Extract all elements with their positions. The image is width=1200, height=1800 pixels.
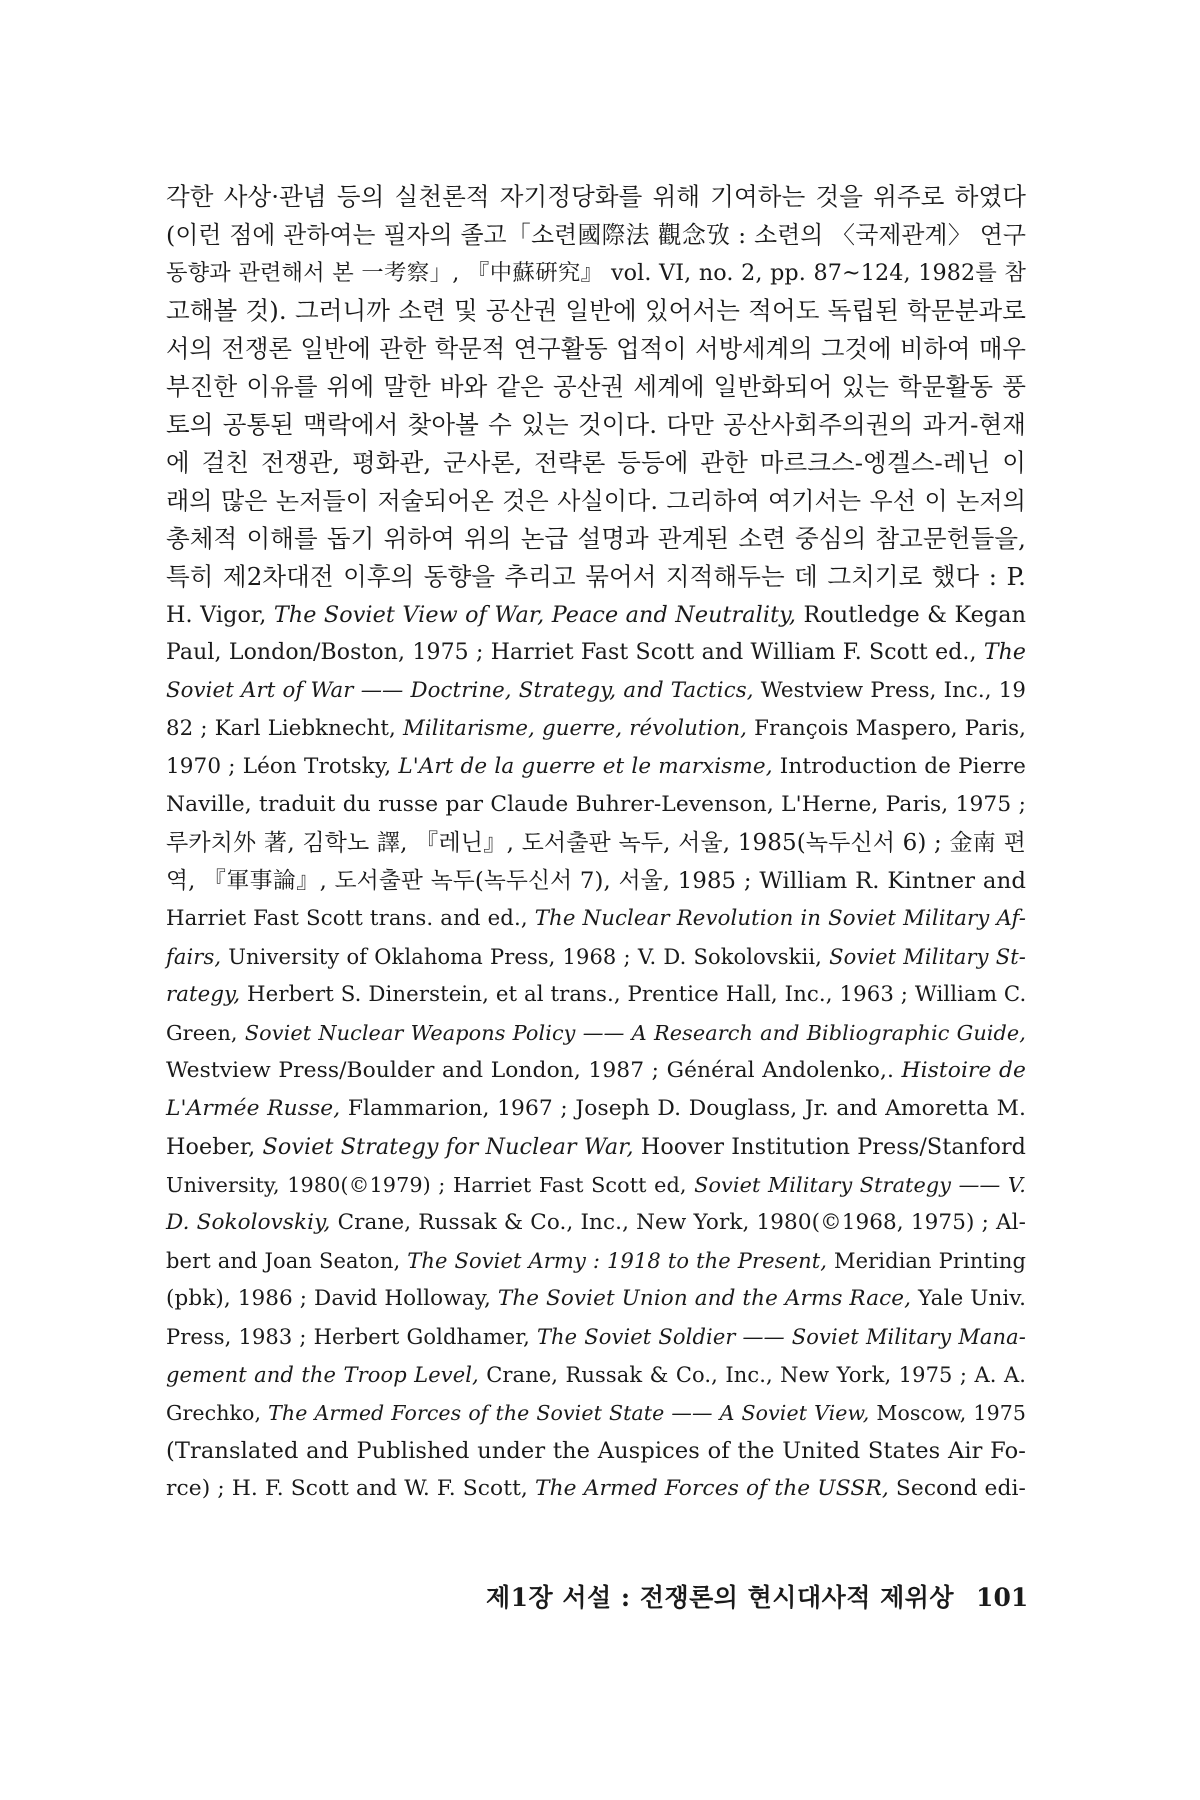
text-segment: Second edi- — [888, 1476, 1027, 1501]
running-footer — [486, 1578, 1028, 1614]
text-segment: Westview Press, Inc., 19 — [753, 678, 1027, 703]
text-segment: 1970 ; Léon Trotsky, — [166, 754, 399, 779]
text-segment: Westview Press/Boulder and London, 1987 ; Général Andolenko,. — [166, 1058, 902, 1083]
text-segment: 루카치外 著, 김학노 譯, 『레닌』, 도서출판 녹두, 서울, 1985(녹두신서 6) ; 金南 편 — [166, 830, 1026, 856]
text-segment: 각한 사상·관념 등의 실천론적 자기정당화를 위해 기여하는 것을 위주로 하였다 — [166, 182, 1026, 211]
text-segment: 고해볼 것). 그러니까 소련 및 공산권 일반에 있어서는 적어도 독립된 학문분과로 — [166, 296, 1026, 325]
text-segment: Crane, Russak & Co., Inc., New York, 1980(©1968, 1975) ; Al- — [330, 1210, 1026, 1235]
text-segment: University of Oklahoma Press, 1968 ; V. D. Sokolovskii, — [221, 945, 830, 969]
text-line — [166, 1470, 1026, 1508]
text-line — [166, 938, 1026, 976]
text-line — [166, 1204, 1026, 1242]
text-segment: Introduction de Pierre — [772, 754, 1027, 779]
text-segment: Paul, London/Boston, 1975 ; Harriet Fast Scott and William F. Scott ed., — [166, 640, 984, 665]
text-line — [166, 976, 1026, 1014]
text-line — [166, 1128, 1026, 1166]
text-segment: 토의 공통된 맥락에서 찾아볼 수 있는 것이다. 다만 공산사회주의권의 과거-현재 — [166, 410, 1026, 439]
italic-title-segment: The Soviet Union and the Arms Race, — [497, 1286, 912, 1311]
text-segment: François Maspero, Paris, — [747, 716, 1026, 741]
text-line — [166, 406, 1026, 444]
text-segment: bert and Joan Seaton, — [166, 1249, 408, 1273]
text-segment: 역, 『軍事論』, 도서출판 녹두(녹두신서 7), 서울, 1985 ; William R. Kintner and — [166, 868, 1026, 894]
text-segment: Yale Univ. — [911, 1286, 1027, 1311]
text-segment: Green, — [166, 1021, 245, 1045]
text-segment: 특히 제2차대전 이후의 동향을 추리고 묶어서 지적해두는 데 그치기로 했다 : P. — [166, 562, 1026, 591]
text-segment: rce) ; H. F. Scott and W. F. Scott, — [166, 1476, 535, 1501]
text-segment: Naville, traduit du russe par Claude Buhrer-Levenson, L'Herne, Paris, 1975 ; — [166, 792, 1026, 817]
text-segment: 에 걸친 전쟁관, 평화관, 군사론, 전략론 등등에 관한 마르크스-엥겔스-레닌 이 — [166, 448, 1026, 477]
text-segment: Moscow, 1975 — [869, 1401, 1027, 1425]
italic-title-segment: D. Sokolovskiy, — [166, 1210, 331, 1235]
text-line — [166, 1014, 1026, 1052]
text-line — [166, 330, 1026, 368]
text-line — [166, 1394, 1026, 1432]
text-segment: Flammarion, 1967 ; Joseph D. Douglass, Jr. and Amoretta M. — [340, 1096, 1026, 1121]
text-line — [166, 444, 1026, 482]
text-line — [166, 1432, 1026, 1470]
text-segment: 서의 전쟁론 일반에 관한 학문적 연구활동 업적이 서방세계의 그것에 비하여 매우 — [166, 334, 1026, 363]
italic-title-segment: The Soviet View of War, Peace and Neutrality, — [273, 602, 797, 628]
text-line — [166, 786, 1026, 824]
chapter-title: 제1장 서설 : 전쟁론의 현시대사적 제위상 — [486, 1583, 955, 1612]
text-line — [166, 748, 1026, 786]
text-line — [166, 672, 1026, 710]
text-line — [166, 1090, 1026, 1128]
text-segment: Hoeber, — [166, 1134, 263, 1160]
italic-title-segment: Soviet Strategy for Nuclear War, — [262, 1134, 634, 1160]
text-segment: H. Vigor, — [166, 602, 274, 628]
text-line — [166, 824, 1026, 862]
text-segment: Crane, Russak & Co., Inc., New York, 1975 ; A. A. — [478, 1363, 1026, 1387]
footnote-text-block — [166, 178, 1026, 1508]
text-line — [166, 292, 1026, 330]
text-segment: 총체적 이해를 돕기 위하여 위의 논급 설명과 관계된 소련 중심의 참고문헌들을, — [166, 524, 1026, 553]
italic-title-segment: Histoire de — [901, 1058, 1026, 1083]
text-line — [166, 900, 1026, 938]
text-line — [166, 216, 1026, 254]
text-line — [166, 482, 1026, 520]
italic-title-segment: Soviet Art of War —— Doctrine, Strategy, and Tactics, — [166, 678, 754, 703]
text-line — [166, 368, 1026, 406]
text-segment: Grechko, — [166, 1401, 269, 1425]
text-segment: Routledge & Kegan — [796, 602, 1026, 628]
text-line — [166, 520, 1026, 558]
text-line — [166, 710, 1026, 748]
italic-title-segment: Militarisme, guerre, révolution, — [403, 716, 747, 741]
text-line — [166, 178, 1026, 216]
text-line — [166, 558, 1026, 596]
italic-title-segment: The Nuclear Revolution in Soviet Military Af- — [534, 906, 1027, 931]
text-segment: Herbert S. Dinerstein, et al trans., Prentice Hall, Inc., 1963 ; William C. — [240, 982, 1027, 1007]
text-line — [166, 1052, 1026, 1090]
text-segment: 82 ; Karl Liebknecht, — [166, 716, 403, 741]
italic-title-segment: The Soviet Soldier —— Soviet Military Mana- — [536, 1325, 1026, 1349]
text-line — [166, 634, 1026, 672]
text-segment: Press, 1983 ; Herbert Goldhamer, — [166, 1325, 537, 1349]
italic-title-segment: The — [983, 640, 1026, 665]
text-line — [166, 596, 1026, 634]
italic-title-segment: gement and the Troop Level, — [166, 1363, 479, 1387]
italic-title-segment: The Armed Forces of the USSR, — [534, 1476, 889, 1501]
text-segment: (pbk), 1986 ; David Holloway, — [166, 1286, 498, 1311]
text-line — [166, 254, 1026, 292]
text-segment: Harriet Fast Scott trans. and ed., — [166, 906, 535, 931]
text-line — [166, 1318, 1026, 1356]
italic-title-segment: Soviet Military St- — [829, 945, 1026, 969]
text-segment: Meridian Printing — [827, 1249, 1026, 1273]
text-line — [166, 862, 1026, 900]
italic-title-segment: The Armed Forces of the Soviet State —— A Soviet View, — [268, 1401, 870, 1425]
text-segment: University, 1980(©1979) ; Harriet Fast Scott ed, — [166, 1173, 695, 1197]
text-segment: 부진한 이유를 위에 말한 바와 같은 공산권 세계에 일반화되어 있는 학문활동 풍 — [166, 372, 1026, 401]
text-line — [166, 1166, 1026, 1204]
italic-title-segment: The Soviet Army : 1918 to the Present, — [407, 1249, 828, 1273]
text-line — [166, 1280, 1026, 1318]
italic-title-segment: Soviet Military Strategy —— V. — [694, 1173, 1026, 1197]
text-line — [166, 1356, 1026, 1394]
text-line — [166, 1242, 1026, 1280]
italic-title-segment: L'Art de la guerre et le marxisme, — [398, 754, 773, 779]
italic-title-segment: fairs, — [166, 945, 222, 969]
italic-title-segment: rategy, — [166, 982, 241, 1007]
italic-title-segment: Soviet Nuclear Weapons Policy —— A Research and Bibliographic Guide, — [244, 1021, 1026, 1045]
page-number: 101 — [976, 1583, 1029, 1612]
italic-title-segment: L'Armée Russe, — [166, 1096, 341, 1121]
text-segment: Hoover Institution Press/Stanford — [633, 1134, 1027, 1160]
text-segment: (이런 점에 관하여는 필자의 졸고「소련國際法 觀念攷 : 소련의 〈국제관계〉 연구 — [166, 221, 1026, 249]
text-segment: 래의 많은 논저들이 저술되어온 것은 사실이다. 그리하여 여기서는 우선 이 논저의 — [166, 487, 1026, 515]
text-segment: (Translated and Published under the Auspices of the United States Air Fo- — [166, 1438, 1026, 1464]
text-segment: 동향과 관련해서 본 一考察」, 『中蘇硏究』 vol. VI, no. 2, pp. 87~124, 1982를 참 — [166, 260, 1026, 286]
